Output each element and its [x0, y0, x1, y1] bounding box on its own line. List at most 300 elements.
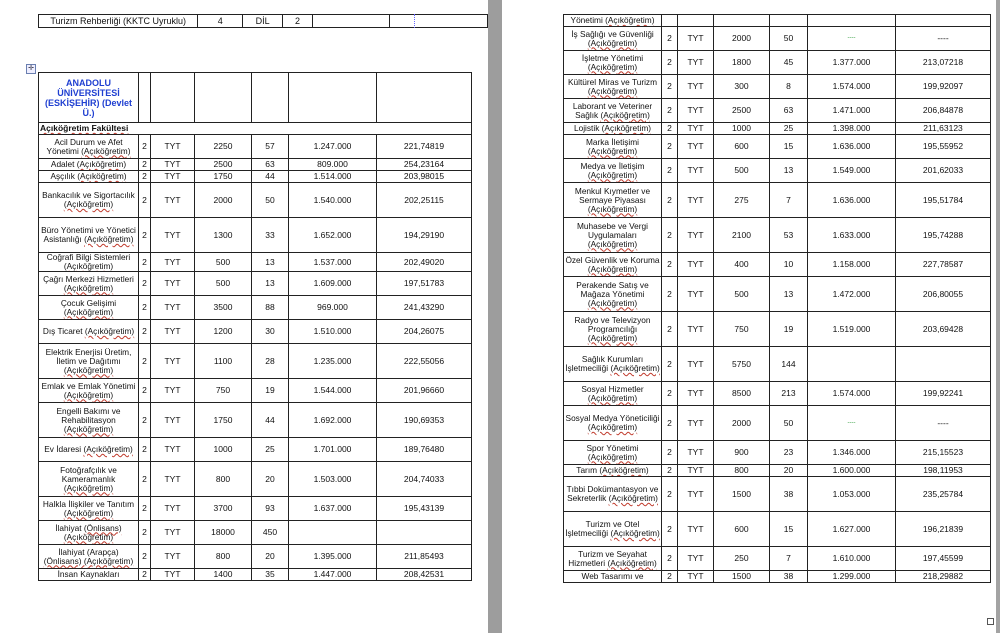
base-score: 194,29190	[377, 218, 472, 253]
text-cursor	[414, 14, 415, 28]
table-row	[39, 320, 472, 344]
base-rank: 1.692.000	[289, 403, 377, 438]
base-rank: 1.235.000	[289, 344, 377, 379]
table-row	[564, 571, 991, 583]
table-row	[564, 277, 991, 312]
quota: 5750	[714, 347, 770, 382]
placed: 13	[252, 253, 289, 272]
base-score: 206,80055	[896, 277, 991, 312]
years: 2	[139, 521, 151, 545]
placed: 25	[770, 123, 808, 135]
program-name: Aşçılık (Açıköğretim)	[39, 171, 139, 183]
score-type: TYT	[151, 171, 195, 183]
base-score: 202,25115	[377, 183, 472, 218]
table-row	[564, 99, 991, 123]
score-type: TYT	[151, 272, 195, 296]
quota: 1000	[195, 438, 252, 462]
program-name: Bankacılık ve Sigortacılık (Açıköğretim)	[39, 183, 139, 218]
years: 2	[139, 545, 151, 569]
table-row	[564, 123, 991, 135]
score-type: TYT	[678, 277, 714, 312]
base-rank: 1.549.000	[808, 159, 896, 183]
years: 2	[139, 183, 151, 218]
table-row	[564, 135, 991, 159]
table-row	[564, 406, 991, 441]
program-name: Medya ve İletişim (Açıköğretim)	[564, 159, 662, 183]
table-row	[564, 159, 991, 183]
program-name: Engelli Bakımı ve Rehabilitasyon (Açıköğretim)	[39, 403, 139, 438]
placed: 57	[252, 135, 289, 159]
base-rank: 1.636.000	[808, 135, 896, 159]
score-type: TYT	[678, 465, 714, 477]
quota: 2500	[714, 99, 770, 123]
score-type: TYT	[151, 379, 195, 403]
program-name: Sosyal Medya Yöneticiliği (Açıköğretim)	[564, 406, 662, 441]
table-row	[39, 344, 472, 379]
base-rank	[289, 521, 377, 545]
table-row	[39, 403, 472, 438]
score-type: TYT	[678, 571, 714, 583]
base-rank	[808, 347, 896, 382]
base-rank: 1.537.000	[289, 253, 377, 272]
base-score: 204,26075	[377, 320, 472, 344]
base-score: 208,42531	[377, 569, 472, 581]
program-name: Menkul Kıymetler ve Sermaye Piyasası (Açıköğretim)	[564, 183, 662, 218]
base-rank: 1.398.000	[808, 123, 896, 135]
placed: 13	[252, 272, 289, 296]
base-rank: 1.633.000	[808, 218, 896, 253]
score-type: TYT	[151, 218, 195, 253]
placed: 88	[252, 296, 289, 320]
table-row	[39, 296, 472, 320]
program-name: Web Tasarımı ve	[564, 571, 662, 583]
table-row	[564, 183, 991, 218]
base-rank: 1.600.000	[808, 465, 896, 477]
placed: 450	[252, 521, 289, 545]
base-rank: 1.544.000	[289, 379, 377, 403]
placed: 20	[252, 545, 289, 569]
quota: 1750	[195, 403, 252, 438]
years: 2	[662, 465, 678, 477]
placed: 38	[770, 477, 808, 512]
table-row	[564, 218, 991, 253]
base-score: 206,84878	[896, 99, 991, 123]
score-type: TYT	[678, 441, 714, 465]
years: 2	[139, 320, 151, 344]
years: 2	[662, 99, 678, 123]
table-row	[564, 477, 991, 512]
placed: 50	[252, 183, 289, 218]
score-type: TYT	[678, 159, 714, 183]
years: 2	[139, 135, 151, 159]
base-rank: 1.247.000	[289, 135, 377, 159]
table-row	[564, 512, 991, 547]
score-type: TYT	[151, 159, 195, 171]
score-type: TYT	[151, 253, 195, 272]
quota: 500	[714, 159, 770, 183]
score-type: TYT	[151, 183, 195, 218]
table-row	[39, 253, 472, 272]
table-row	[564, 75, 991, 99]
quota: 1750	[195, 171, 252, 183]
placed: 53	[770, 218, 808, 253]
years: 2	[662, 51, 678, 75]
program-name: Yönetimi (Açıköğretim)	[564, 15, 662, 27]
program-name: Sağlık Kurumları İşletmeciliği (Açıköğretim)	[564, 347, 662, 382]
years: 2	[139, 272, 151, 296]
program-name: Ev İdaresi (Açıköğretim)	[39, 438, 139, 462]
base-score: ----	[896, 406, 991, 441]
quota: 1400	[195, 569, 252, 581]
years: 2	[662, 183, 678, 218]
base-score: 189,76480	[377, 438, 472, 462]
placed: 23	[770, 441, 808, 465]
program-name: Turizm Rehberliği (KKTC Uyruklu)	[39, 15, 198, 28]
years: 2	[662, 277, 678, 312]
placed: 63	[252, 159, 289, 171]
placed: 13	[770, 159, 808, 183]
program-table-right	[563, 14, 991, 583]
base-rank	[312, 15, 390, 28]
years: 2	[139, 344, 151, 379]
placed: 213	[770, 382, 808, 406]
score-type: TYT	[151, 438, 195, 462]
quota: 2000	[195, 183, 252, 218]
years: 2	[662, 571, 678, 583]
score-type: TYT	[151, 462, 195, 497]
program-name: Turizm ve Seyahat Hizmetleri (Açıköğretim)	[564, 547, 662, 571]
page-gutter	[488, 0, 502, 633]
base-score: 195,55952	[896, 135, 991, 159]
quota: 2100	[714, 218, 770, 253]
base-score: 221,74819	[377, 135, 472, 159]
base-rank: 1.395.000	[289, 545, 377, 569]
base-rank: 1.447.000	[289, 569, 377, 581]
program-name: Fotoğrafçılık ve Kameramanlık (Açıköğretim)	[39, 462, 139, 497]
base-rank: 1.519.000	[808, 312, 896, 347]
header-row-table	[38, 14, 488, 28]
quota: 2250	[195, 135, 252, 159]
placed: 144	[770, 347, 808, 382]
quota: 800	[195, 462, 252, 497]
score-type: TYT	[151, 545, 195, 569]
table-row	[564, 382, 991, 406]
base-rank: 1.610.000	[808, 547, 896, 571]
document-page-right	[502, 0, 996, 633]
quota: 1500	[714, 571, 770, 583]
base-rank: 1.637.000	[289, 497, 377, 521]
quota: 600	[714, 512, 770, 547]
years: 2	[139, 218, 151, 253]
base-rank: 1.053.000	[808, 477, 896, 512]
program-name: Coğrafi Bilgi Sistemleri (Açıköğretim)	[39, 253, 139, 272]
base-score: 199,92241	[896, 382, 991, 406]
base-score: 218,29882	[896, 571, 991, 583]
base-score: 213,07218	[896, 51, 991, 75]
base-rank: 1.472.000	[808, 277, 896, 312]
placed: 50	[770, 27, 808, 51]
base-score: 201,62033	[896, 159, 991, 183]
table-move-handle-icon[interactable]: ✛	[26, 64, 36, 74]
placed: 8	[770, 75, 808, 99]
base-score: 201,96660	[377, 379, 472, 403]
quota: 8500	[714, 382, 770, 406]
base-score: 203,98015	[377, 171, 472, 183]
base-score: 195,74288	[896, 218, 991, 253]
program-name: Muhasebe ve Vergi Uygulamaları (Açıköğretim)	[564, 218, 662, 253]
score-type: TYT	[151, 521, 195, 545]
score-type: TYT	[678, 382, 714, 406]
table-row	[39, 171, 472, 183]
placed: 35	[252, 569, 289, 581]
years: 2	[662, 312, 678, 347]
table-row	[39, 15, 488, 28]
score-type: TYT	[678, 512, 714, 547]
quota: 600	[714, 135, 770, 159]
quota: 2500	[195, 159, 252, 171]
quota: 2000	[714, 406, 770, 441]
program-name: Tarım (Açıköğretim)	[564, 465, 662, 477]
placed: 38	[770, 571, 808, 583]
base-score: 198,11953	[896, 465, 991, 477]
table-row	[564, 347, 991, 382]
table-row	[39, 159, 472, 171]
score-type: TYT	[678, 218, 714, 253]
table-row	[564, 465, 991, 477]
faculty-row	[39, 123, 472, 135]
quota: 18000	[195, 521, 252, 545]
base-rank: 1.652.000	[289, 218, 377, 253]
base-score: 202,49020	[377, 253, 472, 272]
base-rank: 1.574.000	[808, 382, 896, 406]
quota: 2000	[714, 27, 770, 51]
base-rank: 1.627.000	[808, 512, 896, 547]
years: 2	[139, 403, 151, 438]
years: 2	[662, 477, 678, 512]
score-type: TYT	[678, 547, 714, 571]
program-name: Halkla İlişkiler ve Tanıtım (Açıköğretim)	[39, 497, 139, 521]
base-rank: ----	[808, 406, 896, 441]
base-score: 204,74033	[377, 462, 472, 497]
years: 2	[662, 512, 678, 547]
score-type: TYT	[151, 403, 195, 438]
base-score: 227,78587	[896, 253, 991, 277]
table-row	[39, 272, 472, 296]
years: 2	[139, 438, 151, 462]
base-rank: 1.299.000	[808, 571, 896, 583]
page-corner-mark	[987, 618, 994, 625]
base-rank: 1.471.000	[808, 99, 896, 123]
years: 2	[662, 159, 678, 183]
program-name: Özel Güvenlik ve Koruma (Açıköğretim)	[564, 253, 662, 277]
score-type: TYT	[678, 51, 714, 75]
base-score: 222,55056	[377, 344, 472, 379]
base-rank: 1.540.000	[289, 183, 377, 218]
table-row	[39, 545, 472, 569]
base-score: 190,69353	[377, 403, 472, 438]
base-score: 241,43290	[377, 296, 472, 320]
program-name: İşletme Yönetimi (Açıköğretim)	[564, 51, 662, 75]
score-type: DİL	[243, 15, 283, 28]
placed: 28	[252, 344, 289, 379]
placed: 30	[252, 320, 289, 344]
score-type: TYT	[678, 99, 714, 123]
program-name: Marka İletişimi (Açıköğretim)	[564, 135, 662, 159]
placed: 20	[770, 465, 808, 477]
quota: 1100	[195, 344, 252, 379]
score-type: TYT	[678, 312, 714, 347]
years: 2	[139, 462, 151, 497]
score-type: TYT	[151, 296, 195, 320]
quota: 3500	[195, 296, 252, 320]
placed: 50	[770, 406, 808, 441]
base-rank: 1.609.000	[289, 272, 377, 296]
faculty-name: Açıköğretim Fakültesi	[39, 123, 472, 135]
quota: 750	[714, 312, 770, 347]
score-type: TYT	[151, 497, 195, 521]
table-row	[39, 438, 472, 462]
program-name: Elektrik Enerjisi Üretim, İletim ve Dağıtımı (Açıköğretim)	[39, 344, 139, 379]
score-type: TYT	[678, 347, 714, 382]
placed: 7	[770, 183, 808, 218]
years: 2	[662, 123, 678, 135]
years: 2	[139, 569, 151, 581]
score-type: TYT	[151, 320, 195, 344]
years: 2	[662, 547, 678, 571]
base-score	[390, 15, 488, 28]
program-name: Sosyal Hizmetler (Açıköğretim)	[564, 382, 662, 406]
base-score	[896, 347, 991, 382]
score-type: TYT	[678, 135, 714, 159]
base-rank: ----	[808, 27, 896, 51]
years: 2	[662, 406, 678, 441]
table-row	[564, 51, 991, 75]
program-name: Turizm ve Otel İşletmeciliği (Açıköğretim)	[564, 512, 662, 547]
table-row	[39, 521, 472, 545]
quota: 275	[714, 183, 770, 218]
base-score: 215,15523	[896, 441, 991, 465]
table-row	[564, 253, 991, 277]
placed: 25	[252, 438, 289, 462]
years: 2	[662, 441, 678, 465]
score-type: TYT	[151, 569, 195, 581]
placed: 20	[252, 462, 289, 497]
years: 2	[139, 379, 151, 403]
placed: 44	[252, 171, 289, 183]
quota: 300	[714, 75, 770, 99]
base-rank: 1.377.000	[808, 51, 896, 75]
years: 2	[662, 347, 678, 382]
years: 2	[662, 75, 678, 99]
score-type: TYT	[678, 253, 714, 277]
program-name: Adalet (Açıköğretim)	[39, 159, 139, 171]
table-row	[564, 312, 991, 347]
years: 2	[139, 159, 151, 171]
base-score: 203,69428	[896, 312, 991, 347]
years: 2	[662, 253, 678, 277]
base-rank: 969.000	[289, 296, 377, 320]
score-type: TYT	[678, 406, 714, 441]
placed: 93	[252, 497, 289, 521]
program-name: Tıbbi Dokümantasyon ve Sekreterlik (Açıköğretim)	[564, 477, 662, 512]
base-score: 235,25784	[896, 477, 991, 512]
base-score: 196,21839	[896, 512, 991, 547]
quota: 500	[714, 277, 770, 312]
program-table-left	[38, 72, 472, 581]
score-type: TYT	[678, 75, 714, 99]
table-row	[39, 183, 472, 218]
base-score: 211,63123	[896, 123, 991, 135]
university-name: ANADOLU ÜNİVERSİTESİ (ESKİŞEHİR) (Devlet Ü.)	[39, 73, 139, 123]
base-rank: 1.158.000	[808, 253, 896, 277]
program-name: Acil Durum ve Afet Yönetimi (Açıköğretim)	[39, 135, 139, 159]
quota: 250	[714, 547, 770, 571]
base-rank: 1.503.000	[289, 462, 377, 497]
placed: 19	[770, 312, 808, 347]
quota: 1200	[195, 320, 252, 344]
program-name: Radyo ve Televizyon Programcılığı (Açıköğretim)	[564, 312, 662, 347]
placed: 33	[252, 218, 289, 253]
quota: 1000	[714, 123, 770, 135]
program-name: Laborant ve Veteriner Sağlık (Açıköğretim)	[564, 99, 662, 123]
program-name: Lojistik (Açıköğretim)	[564, 123, 662, 135]
program-name: İlahiyat (Önlisans) (Açıköğretim)	[39, 521, 139, 545]
placed: 63	[770, 99, 808, 123]
table-row	[39, 135, 472, 159]
table-row	[39, 497, 472, 521]
program-name: Perakende Satış ve Mağaza Yönetimi (Açıköğretim)	[564, 277, 662, 312]
base-rank: 1.510.000	[289, 320, 377, 344]
program-name: Dış Ticaret (Açıköğretim)	[39, 320, 139, 344]
years: 2	[139, 296, 151, 320]
base-rank: 1.514.000	[289, 171, 377, 183]
placed: 7	[770, 547, 808, 571]
quota: 800	[714, 465, 770, 477]
base-rank: 1.574.000	[808, 75, 896, 99]
years: 2	[662, 382, 678, 406]
program-name: İlahiyat (Arapça) (Önlisans) (Açıköğretim)	[39, 545, 139, 569]
quota: 1300	[195, 218, 252, 253]
base-score: 199,92097	[896, 75, 991, 99]
quota: 1500	[714, 477, 770, 512]
table-row	[39, 462, 472, 497]
quota: 2	[283, 15, 313, 28]
base-rank: 809.000	[289, 159, 377, 171]
base-score	[377, 521, 472, 545]
quota: 1800	[714, 51, 770, 75]
base-rank: 1.701.000	[289, 438, 377, 462]
table-row	[564, 27, 991, 51]
placed: 15	[770, 135, 808, 159]
base-rank: 1.636.000	[808, 183, 896, 218]
program-name: Çocuk Gelişimi (Açıköğretim)	[39, 296, 139, 320]
years: 2	[662, 135, 678, 159]
placed: 45	[770, 51, 808, 75]
years: 2	[139, 497, 151, 521]
years: 2	[139, 253, 151, 272]
program-name: Çağrı Merkezi Hizmetleri (Açıköğretim)	[39, 272, 139, 296]
quota: 500	[195, 253, 252, 272]
score-type: TYT	[678, 477, 714, 512]
placed: 10	[770, 253, 808, 277]
base-score: 197,45599	[896, 547, 991, 571]
table-row	[564, 441, 991, 465]
quota: 500	[195, 272, 252, 296]
document-page-left	[0, 0, 488, 633]
program-name: İnsan Kaynakları	[39, 569, 139, 581]
score-type: TYT	[678, 27, 714, 51]
quota: 3700	[195, 497, 252, 521]
